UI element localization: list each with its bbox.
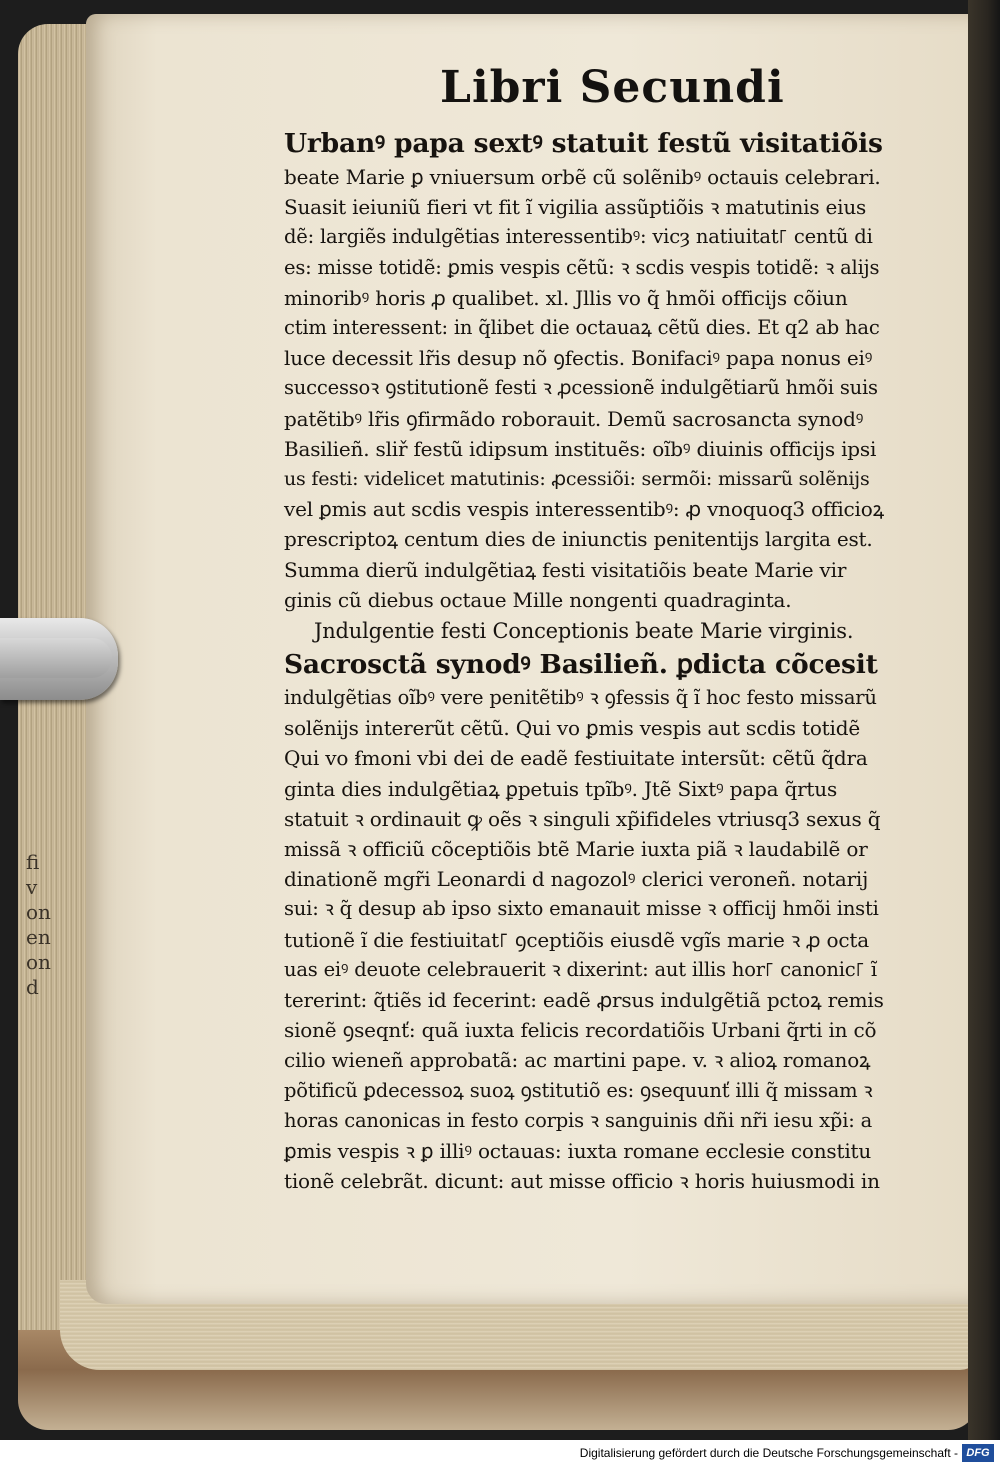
text-line: luce decessit lr̃is desup nõ ꝯfectis. Bonifaciꝰ papa nonus eiꝰ [284, 346, 873, 371]
text-line: ginta dies indulgẽtiaꝝ ꝑpetuis tpĩbꝰ. Jtẽ Sixtꝰ papa q̃rtus [284, 776, 838, 801]
text-line: patẽtibꝰ lr̃is ꝯfirmãdo roborauit. Demũ sacrosancta synodꝰ [284, 406, 864, 431]
text-line: tererint: q̃tiẽs id fecerint: eadẽ ꝓrsus indulgẽtiã pctoꝝ remis [284, 988, 884, 1013]
page-clip [0, 618, 118, 700]
fragment-line: on [26, 950, 51, 974]
text-line: missã ꝛ officiũ cõceptiõis btẽ Marie iuxta piã ꝛ laudabilẽ or [284, 837, 868, 862]
text-line: Sacrosctã synodꝰ Basilieñ. ꝑdicta cõcesit [284, 649, 878, 681]
footer-bar [0, 1440, 1000, 1467]
text-line: es: misse totidẽ: ꝑmis vespis cẽtũ: ꝛ scdis vespis totidẽ: ꝛ alijs [284, 255, 880, 279]
text-line: tutionẽ ĩ die festiuitat꜒ ꝯceptiõis eiusdẽ vgĩs marie ꝛ ꝓ octa [284, 927, 869, 952]
text-line: cilio wieneñ approbatã: ac martini pape. v. ꝛ alioꝝ romanoꝝ [284, 1048, 871, 1073]
text-line: uas eiꝰ deuote celebrauerit ꝛ dixerint: aut illis hor꜒ canonic꜒ ĩ [284, 957, 877, 981]
text-line: vel ꝑmis aut scdis vespis interessentibꝰ: ꝓ vnoquoq3 officioꝝ [284, 497, 884, 522]
fragment-line: d [26, 975, 39, 999]
text-line: Summa dierũ indulgẽtiaꝝ festi visitatiõis beate Marie vir [284, 557, 847, 582]
text-line: dinationẽ mgr̃i Leonardi d nagozolꝰ clerici veroneñ. notarij [284, 867, 869, 892]
text-line: statuit ꝛ ordinauit ꝙ oẽs ꝛ singuli xp̃ifideles vtriusq3 sexus q̃ [284, 806, 881, 831]
book-gutter [968, 0, 1000, 1440]
text-line: us festi: videlicet matutinis: ꝓcessiõi: sermõi: missarũ solẽnijs [284, 468, 870, 491]
text-line: horas canonicas in festo corpis ꝛ sanguinis dñi nr̃i iesu xp̃i: a [284, 1108, 873, 1132]
text-line: Qui vo ẜmoni vbi dei de eadẽ festiuitate intersũt: cẽtũ q̃dra [284, 746, 868, 771]
fragment-line: fi [26, 850, 40, 874]
text-line: ctim interessent: in q̃libet die octauaꝝ cẽtũ dies. Et q2 ab hac [284, 316, 880, 340]
text-line: beate Marie ꝑ vniuersum orbẽ cũ solẽnibꝰ octauis celebrari. [284, 165, 881, 189]
text-line: sionẽ ꝯseqnť: quã iuxta felicis recordatiõis Urbani q̃rti in cõ [284, 1018, 877, 1043]
text-line: minoribꝰ horis ꝓ qualibet. xl. Jllis vo q̃ hmõi officijs cõiun [284, 285, 848, 310]
running-head: Libri Secundi [440, 62, 785, 113]
text-line: tionẽ celebrãt. dicunt: aut misse officio ꝛ horis huiusmodi in [284, 1169, 880, 1194]
fragment-line: v [26, 875, 38, 899]
text-line: Basilieñ. sliř festũ idipsum instituẽs: oĩbꝰ diuinis officijs ipsi [284, 436, 877, 461]
text-line: sui: ꝛ q̃ desup ab ipso sixto emanauit misse ꝛ officij hmõi insti [284, 897, 879, 921]
body-text [284, 126, 884, 1197]
footer-credit: Digitalisierung gefördert durch die Deutsche Forschungsgemeinschaft - [579, 1446, 958, 1460]
text-line: ꝑmis vespis ꝛ ꝑ illiꝰ octauas: iuxta romane ecclesie constitu [284, 1139, 872, 1164]
text-line: indulgẽtias oĩbꝰ vere penitẽtibꝰ ꝛ ꝯfessis q̃ ĩ hoc festo missarũ [284, 686, 877, 710]
fragment-line: on [26, 900, 51, 924]
dfg-logo: DFG [962, 1444, 994, 1462]
text-line: põtificũ ꝑdecessoꝝ suoꝝ ꝯstitutiõ es: ꝯsequunť illi q̃ missam ꝛ [284, 1078, 873, 1102]
text-line: solẽnijs intererũt cẽtũ. Qui vo ꝑmis vespis aut scdis totidẽ [284, 716, 860, 741]
text-line: dẽ: largiẽs indulgẽtias interessentibꝰ: vicȝ natiuitat꜒ centũ di [284, 225, 873, 249]
text-line: Urbanꝰ papa sextꝰ statuit festũ visitatiõis [284, 128, 883, 159]
text-line: Jndulgentie festi Conceptionis beate Marie virginis. [314, 619, 854, 644]
text-line: successoꝛ ꝯstitutionẽ festi ꝛ ꝓcessionẽ indulgẽtiarũ hmõi suis [284, 376, 878, 400]
text-line: ginis cũ diebus octaue Mille nongenti quadraginta. [284, 587, 792, 612]
facing-page-fragment [26, 850, 56, 1070]
fragment-line: en [26, 925, 51, 949]
text-line: Suasit ieiuniũ fieri vt fit ĩ vigilia assũptiõis ꝛ matutinis eius [284, 195, 867, 220]
text-line: prescriptoꝝ centum dies de iniunctis penitentijs largita est. [284, 527, 873, 552]
